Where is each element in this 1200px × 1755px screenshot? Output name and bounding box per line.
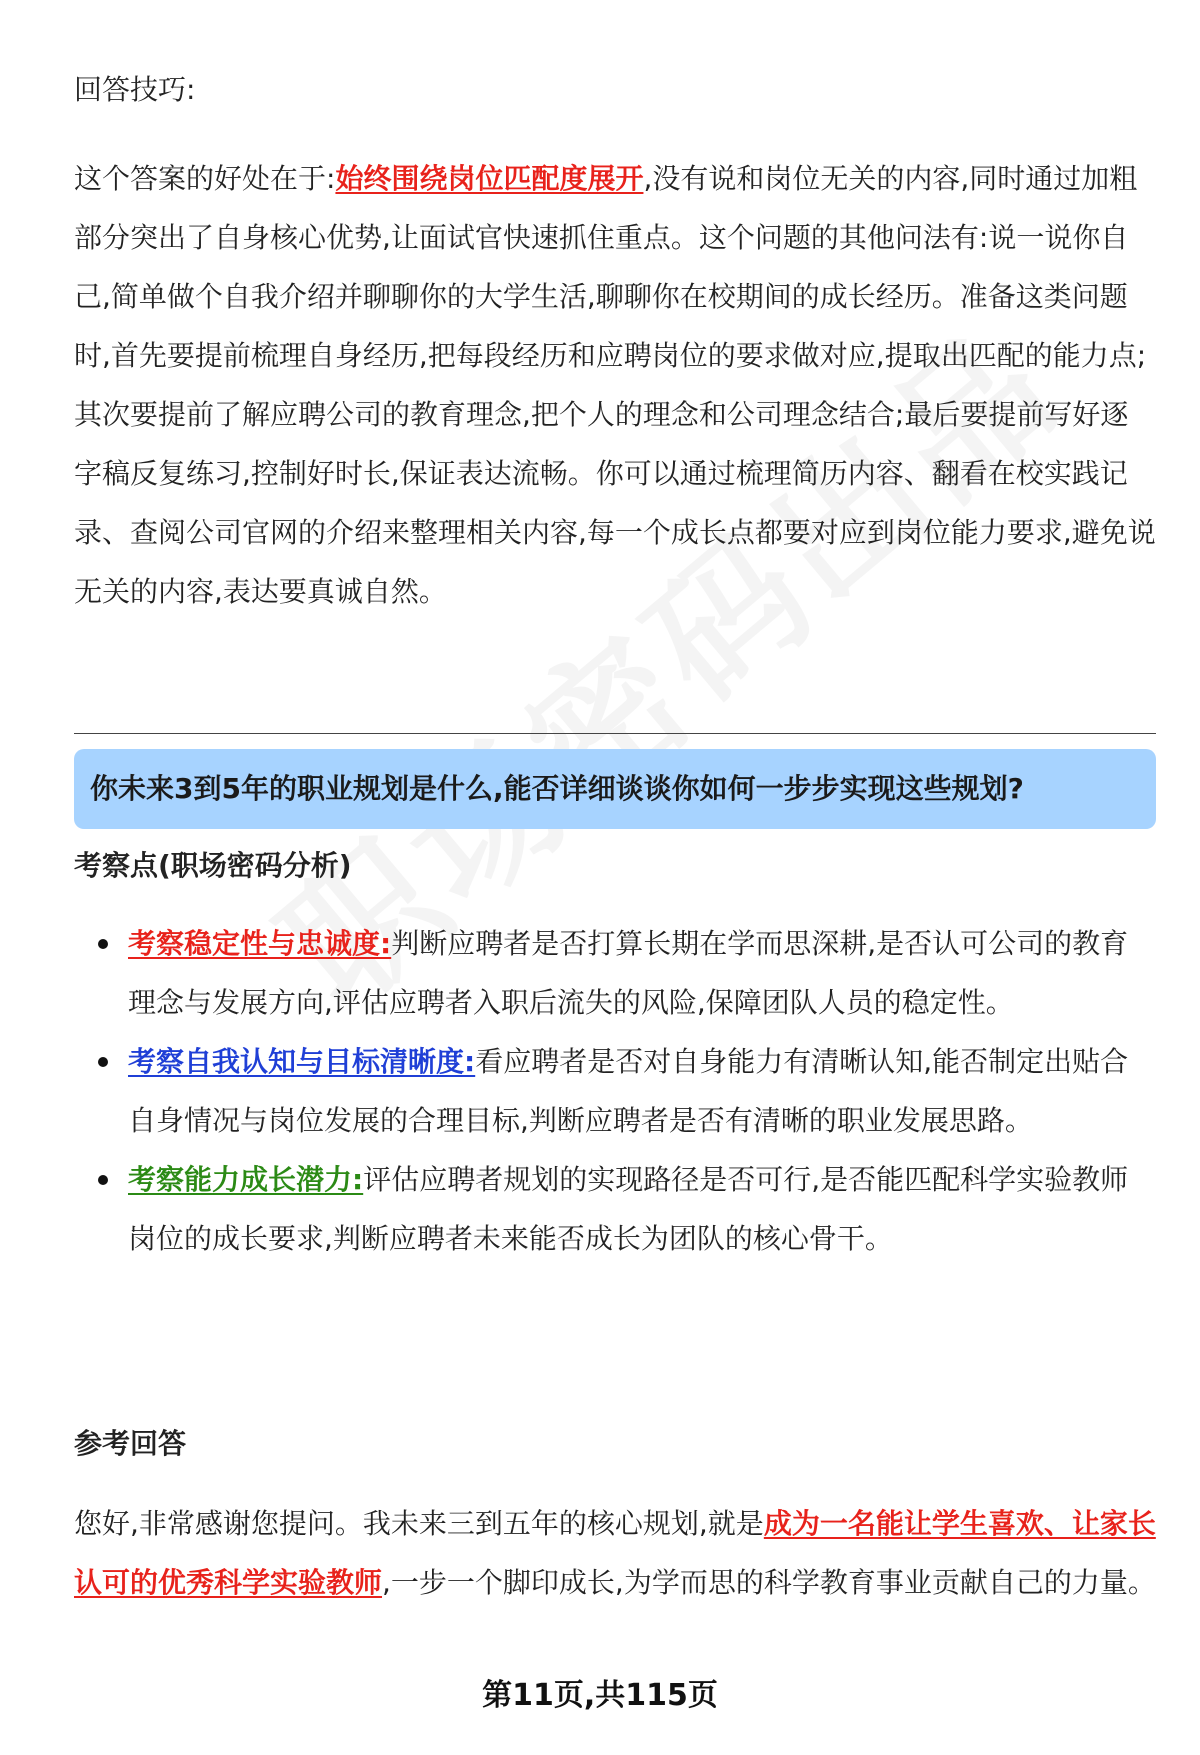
reference-label: 参考回答 xyxy=(74,1427,187,1460)
analysis-item-title: 考察能力成长潜力: xyxy=(128,1163,364,1196)
analysis-item-title: 考察自我认知与目标清晰度: xyxy=(128,1045,476,1078)
question-box xyxy=(74,749,1156,829)
reference-highlight: 成为一名能让学生喜欢、让家长认可的优秀科学实验教师 xyxy=(74,1507,1156,1599)
bullet-dot xyxy=(98,1057,108,1067)
tips-label: 回答技巧: xyxy=(74,73,196,106)
page-number: 第11页,共115页 xyxy=(482,1678,718,1713)
question-text: 你未来3到5年的职业规划是什么,能否详细谈谈你如何一步步实现这些规划? xyxy=(90,772,1024,805)
analysis-item-text: 判断应聘者是否打算长期在学而思深耕,是否认可公司的教育理念与发展方向,评估应聘者入职后流失的风险,保障团队人员的稳定性。 xyxy=(128,927,1129,1019)
bullet-dot xyxy=(98,1175,108,1185)
tips-highlight: 始终围绕岗位匹配度展开 xyxy=(335,162,644,195)
analysis-item xyxy=(74,1032,1156,1150)
section-divider xyxy=(74,733,1156,734)
tips-paragraph xyxy=(74,149,1156,621)
tips-prefix: 这个答案的好处在于: xyxy=(74,162,336,195)
analysis-item-text: 评估应聘者规划的实现路径是否可行,是否能匹配科学实验教师岗位的成长要求,判断应聘者未来能否成长为团队的核心骨干。 xyxy=(128,1163,1129,1255)
analysis-item-title: 考察稳定性与忠诚度: xyxy=(128,927,392,960)
reference-rest: ,一步一个脚印成长,为学而思的科学教育事业贡献自己的力量。 xyxy=(382,1566,1156,1599)
tips-rest: ,没有说和岗位无关的内容,同时通过加粗部分突出了自身核心优势,让面试官快速抓住重点。这个问题的其他问法有:说一说你自己,简单做个自我介绍并聊聊你的大学生活,聊聊你在校期间的成长经历。准备这类问题时,首先要提前梳理自身经历,把每段经历和应聘岗位的要求做对应,提取出匹配的能力点;其次要提前了解应聘公司的教育理念,把个人的理念和公司理念结合;最后要提前写好逐字稿反复练习,控制好时长,保证表达流畅。你可以通过梳理简历内容、翻看在校实践记录、查阅公司官网的介绍来整理相关内容,每一个成长点都要对应到岗位能力要求,避免说无关的内容,表达要真诚自然。 xyxy=(74,162,1156,608)
analysis-item-text: 看应聘者是否对自身能力有清晰认知,能否制定出贴合自身情况与岗位发展的合理目标,判断应聘者是否有清晰的职业发展思路。 xyxy=(128,1045,1129,1137)
reference-paragraph xyxy=(74,1494,1156,1612)
analysis-label: 考察点(职场密码分析) xyxy=(74,849,352,882)
bullet-dot xyxy=(98,939,108,949)
reference-prefix: 您好,非常感谢您提问。我未来三到五年的核心规划,就是 xyxy=(74,1507,764,1540)
analysis-item xyxy=(74,914,1156,1032)
analysis-list xyxy=(74,914,1156,1268)
analysis-item xyxy=(74,1150,1156,1268)
